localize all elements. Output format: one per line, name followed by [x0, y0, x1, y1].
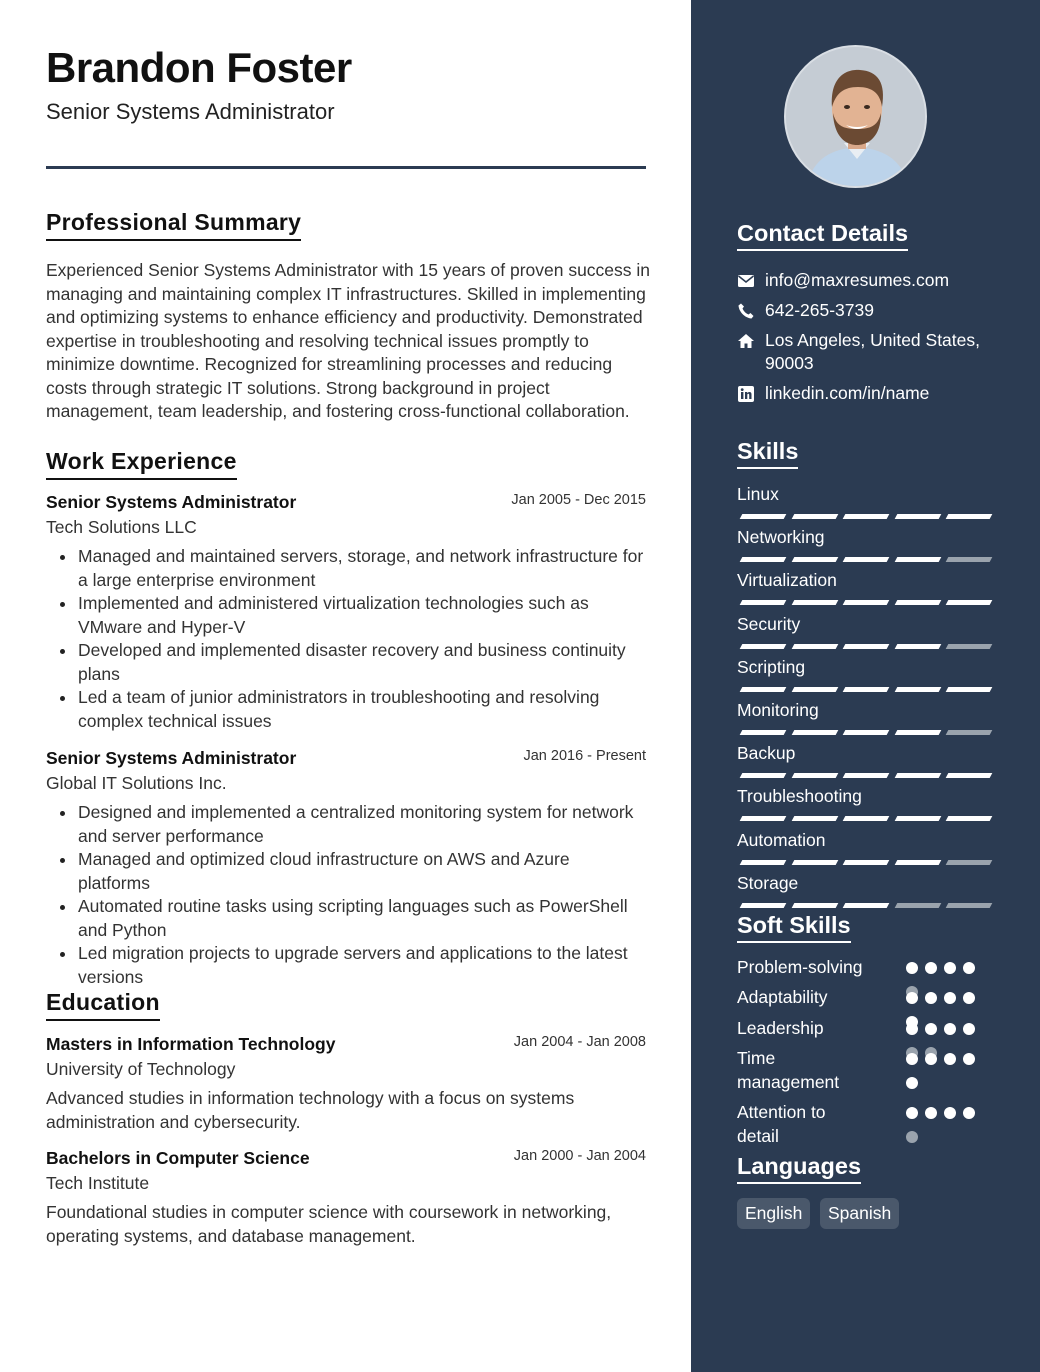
rating-dot: [906, 1131, 918, 1143]
skill-level-segment: [791, 903, 838, 908]
skill-item: [737, 527, 997, 548]
rating-dot: [906, 992, 918, 1004]
skill-item: [737, 484, 997, 505]
skill-level-segment: [791, 514, 838, 519]
soft-skill-item: [737, 956, 987, 980]
job-role: Senior Systems Administrator: [46, 492, 297, 512]
skill-item: [737, 614, 997, 635]
contact-email-text: info@maxresumes.com: [765, 270, 950, 290]
skill-level-segment: [946, 773, 993, 778]
skill-item: [737, 830, 997, 851]
contact-address: [737, 329, 1007, 375]
skill-level-bar: [737, 557, 993, 563]
job-bullets: [46, 801, 646, 989]
edu-school: Tech Institute: [46, 1173, 150, 1193]
sidebar: [691, 0, 1040, 1372]
skill-name: Monitoring: [737, 700, 819, 720]
rating-dot: [906, 962, 918, 974]
job-bullet: Designed and implemented a centralized monitoring system for network and server performance: [46, 801, 646, 848]
edu-description: Foundational studies in computer science with coursework in networking, operating systems, and database management.: [46, 1202, 612, 1246]
header-divider: [46, 166, 646, 169]
job-bullet: Automated routine tasks using scripting languages such as PowerShell and Python: [46, 895, 646, 942]
skill-level-segment: [894, 773, 941, 778]
rating-dot: [963, 962, 975, 974]
skill-level-segment: [791, 644, 838, 649]
skill-name: Backup: [737, 743, 796, 764]
skill-level-segment: [740, 816, 787, 821]
rating-dot: [906, 1023, 918, 1035]
soft-skill-item: [737, 1017, 987, 1041]
soft-skill-name: Adaptability: [737, 987, 828, 1007]
contact-phone-text: 642-265-3739: [765, 300, 874, 320]
skill-level-segment: [740, 860, 787, 865]
skill-level-segment: [946, 687, 993, 692]
skill-level-bar: [737, 600, 993, 606]
skill-level-segment: [894, 903, 941, 908]
skill-level-segment: [791, 773, 838, 778]
avatar-illustration: [786, 47, 927, 188]
edu-degree: Bachelors in Computer Science: [46, 1148, 310, 1168]
skill-level-segment: [946, 600, 993, 605]
job-role: Senior Systems Administrator: [46, 748, 297, 768]
soft-skills-heading: Soft Skills: [737, 912, 851, 943]
skill-level-segment: [894, 644, 941, 649]
job-bullet: Led migration projects to upgrade servers and applications to the latest versions: [46, 942, 646, 989]
skill-item: [737, 786, 997, 807]
skill-name: Networking: [737, 527, 825, 548]
skill-level-segment: [843, 687, 890, 692]
soft-skill-rating: [906, 1107, 986, 1147]
job-dates: Jan 2016 - Present: [523, 748, 646, 764]
soft-skill-item: [737, 986, 987, 1010]
profile-photo: [784, 45, 927, 188]
education-heading: Education: [46, 989, 160, 1021]
contact-address-text: Los Angeles, United States, 90003: [765, 330, 980, 373]
rating-dot: [925, 1107, 937, 1119]
skill-level-segment: [843, 816, 890, 821]
job-bullets: [46, 545, 646, 733]
skill-item: [737, 700, 997, 721]
rating-dot: [906, 1077, 918, 1089]
rating-dot: [963, 1023, 975, 1035]
skill-name: Troubleshooting: [737, 786, 862, 807]
skill-level-segment: [894, 730, 941, 735]
soft-skill-name: Leadership: [737, 1018, 824, 1038]
skill-level-segment: [894, 816, 941, 821]
job-bullet: Developed and implemented disaster recovery and business continuity plans: [46, 639, 646, 686]
rating-dot: [906, 1107, 918, 1119]
skill-level-segment: [894, 860, 941, 865]
skill-level-segment: [791, 816, 838, 821]
skill-level-segment: [791, 557, 838, 562]
skill-level-segment: [740, 600, 787, 605]
skill-level-segment: [740, 773, 787, 778]
soft-skill-name: Time management: [737, 1048, 840, 1092]
skill-level-segment: [946, 903, 993, 908]
skill-name: Scripting: [737, 656, 806, 677]
home-icon: [737, 332, 755, 350]
skill-level-segment: [791, 730, 838, 735]
job-bullet: Managed and maintained servers, storage, and network infrastructure for a large enterprise environment: [46, 545, 646, 592]
rating-dot: [944, 992, 956, 1004]
skill-level-segment: [740, 730, 787, 735]
edu-dates: Jan 2000 - Jan 2004: [513, 1148, 646, 1164]
skill-level-segment: [843, 773, 890, 778]
skill-level-bar: [737, 644, 993, 650]
skill-level-segment: [894, 514, 941, 519]
skill-level-bar: [737, 903, 993, 909]
rating-dot: [963, 992, 975, 1004]
rating-dot: [944, 1053, 956, 1065]
contact-email[interactable]: [737, 269, 1007, 292]
languages-heading: Languages: [737, 1153, 861, 1184]
edu-description: Advanced studies in information technology with a focus on systems administration and cybersecurity.: [46, 1088, 575, 1132]
phone-icon: [737, 302, 755, 320]
skill-level-segment: [843, 644, 890, 649]
skill-level-segment: [894, 687, 941, 692]
skill-item: [737, 743, 997, 764]
soft-skill-item: [737, 1101, 987, 1148]
skill-level-bar: [737, 730, 993, 736]
skill-level-bar: [737, 860, 993, 866]
contact-linkedin[interactable]: [737, 382, 1007, 405]
candidate-title: Senior Systems Administrator: [46, 99, 335, 124]
job-entry: [46, 492, 646, 733]
skill-level-segment: [740, 514, 787, 519]
rating-dot: [925, 1023, 937, 1035]
skills-heading: Skills: [737, 438, 798, 469]
skill-level-segment: [843, 860, 890, 865]
candidate-name: Brandon Foster: [46, 44, 352, 91]
education-entry: [46, 1148, 646, 1248]
skill-level-segment: [791, 860, 838, 865]
rating-dot: [944, 1023, 956, 1035]
job-entry: [46, 748, 646, 989]
job-bullet: Managed and optimized cloud infrastructure on AWS and Azure platforms: [46, 848, 646, 895]
edu-degree: Masters in Information Technology: [46, 1034, 336, 1054]
summary-heading: Professional Summary: [46, 209, 301, 241]
education-entry: [46, 1034, 646, 1134]
skill-name: Automation: [737, 829, 826, 850]
rating-dot: [963, 1107, 975, 1119]
skill-level-segment: [791, 687, 838, 692]
skill-level-segment: [843, 557, 890, 562]
rating-dot: [925, 1053, 937, 1065]
rating-dot: [925, 962, 937, 974]
skill-item: [737, 873, 997, 894]
skill-level-segment: [843, 903, 890, 908]
language-tag: English: [737, 1198, 810, 1229]
skill-level-bar: [737, 773, 993, 779]
soft-skill-rating: [906, 1053, 986, 1093]
skill-level-segment: [791, 600, 838, 605]
soft-skill-name: Problem-solving: [737, 957, 863, 977]
skill-level-segment: [740, 903, 787, 908]
skill-item: [737, 570, 997, 591]
edu-dates: Jan 2004 - Jan 2008: [513, 1034, 646, 1050]
skill-level-segment: [740, 557, 787, 562]
job-bullet: Implemented and administered virtualization technologies such as VMware and Hyper-V: [46, 592, 646, 639]
skill-level-segment: [894, 600, 941, 605]
rating-dot: [963, 1053, 975, 1065]
skill-level-bar: [737, 687, 993, 693]
skill-name: Linux: [737, 484, 779, 504]
experience-heading: Work Experience: [46, 448, 237, 480]
rating-dot: [944, 962, 956, 974]
skill-level-segment: [843, 514, 890, 519]
skill-item: [737, 657, 997, 678]
edu-school: University of Technology: [46, 1059, 236, 1079]
skill-level-segment: [946, 514, 993, 519]
job-company: Global IT Solutions Inc.: [46, 773, 227, 793]
skill-level-segment: [894, 557, 941, 562]
skill-level-segment: [843, 600, 890, 605]
skill-level-segment: [740, 644, 787, 649]
envelope-icon: [737, 272, 755, 290]
contact-heading: Contact Details: [737, 220, 908, 251]
job-bullet: Led a team of junior administrators in troubleshooting and resolving complex technical issues: [46, 686, 646, 733]
soft-skill-name: Attention to detail: [737, 1102, 826, 1146]
skill-level-segment: [946, 730, 993, 735]
rating-dot: [925, 992, 937, 1004]
skill-name: Virtualization: [737, 570, 837, 591]
linkedin-icon: [737, 385, 755, 403]
contact-linkedin-text: linkedin.com/in/name: [765, 383, 930, 403]
skill-level-segment: [946, 860, 993, 865]
job-dates: Jan 2005 - Dec 2015: [511, 492, 646, 508]
skill-level-segment: [740, 687, 787, 692]
skill-level-segment: [843, 730, 890, 735]
language-tag: Spanish: [820, 1198, 899, 1229]
contact-phone[interactable]: [737, 299, 1007, 322]
rating-dot: [944, 1107, 956, 1119]
skill-level-bar: [737, 514, 993, 520]
skill-level-segment: [946, 816, 993, 821]
soft-skill-item: [737, 1047, 987, 1094]
summary-text: Experienced Senior Systems Administrator with 15 years of proven success in managing and maintaining complex IT infrastructures. Skilled in implementing and optimizing systems to enhance efficiency and productivity. Demonstrated expertise in troubleshooting and resolving technical issues promptly to minimize downtime. Recognized for streamlining processes and reducing costs through strategic IT solutions. Strong background in project management, team leadership, and fostering cross-functional collaboration.: [46, 260, 651, 421]
job-company: Tech Solutions LLC: [46, 517, 197, 537]
skill-level-bar: [737, 816, 993, 822]
skill-level-segment: [946, 644, 993, 649]
rating-dot: [906, 1053, 918, 1065]
skill-name: Storage: [737, 872, 799, 893]
skill-name: Security: [737, 613, 801, 634]
skill-level-segment: [946, 557, 993, 562]
